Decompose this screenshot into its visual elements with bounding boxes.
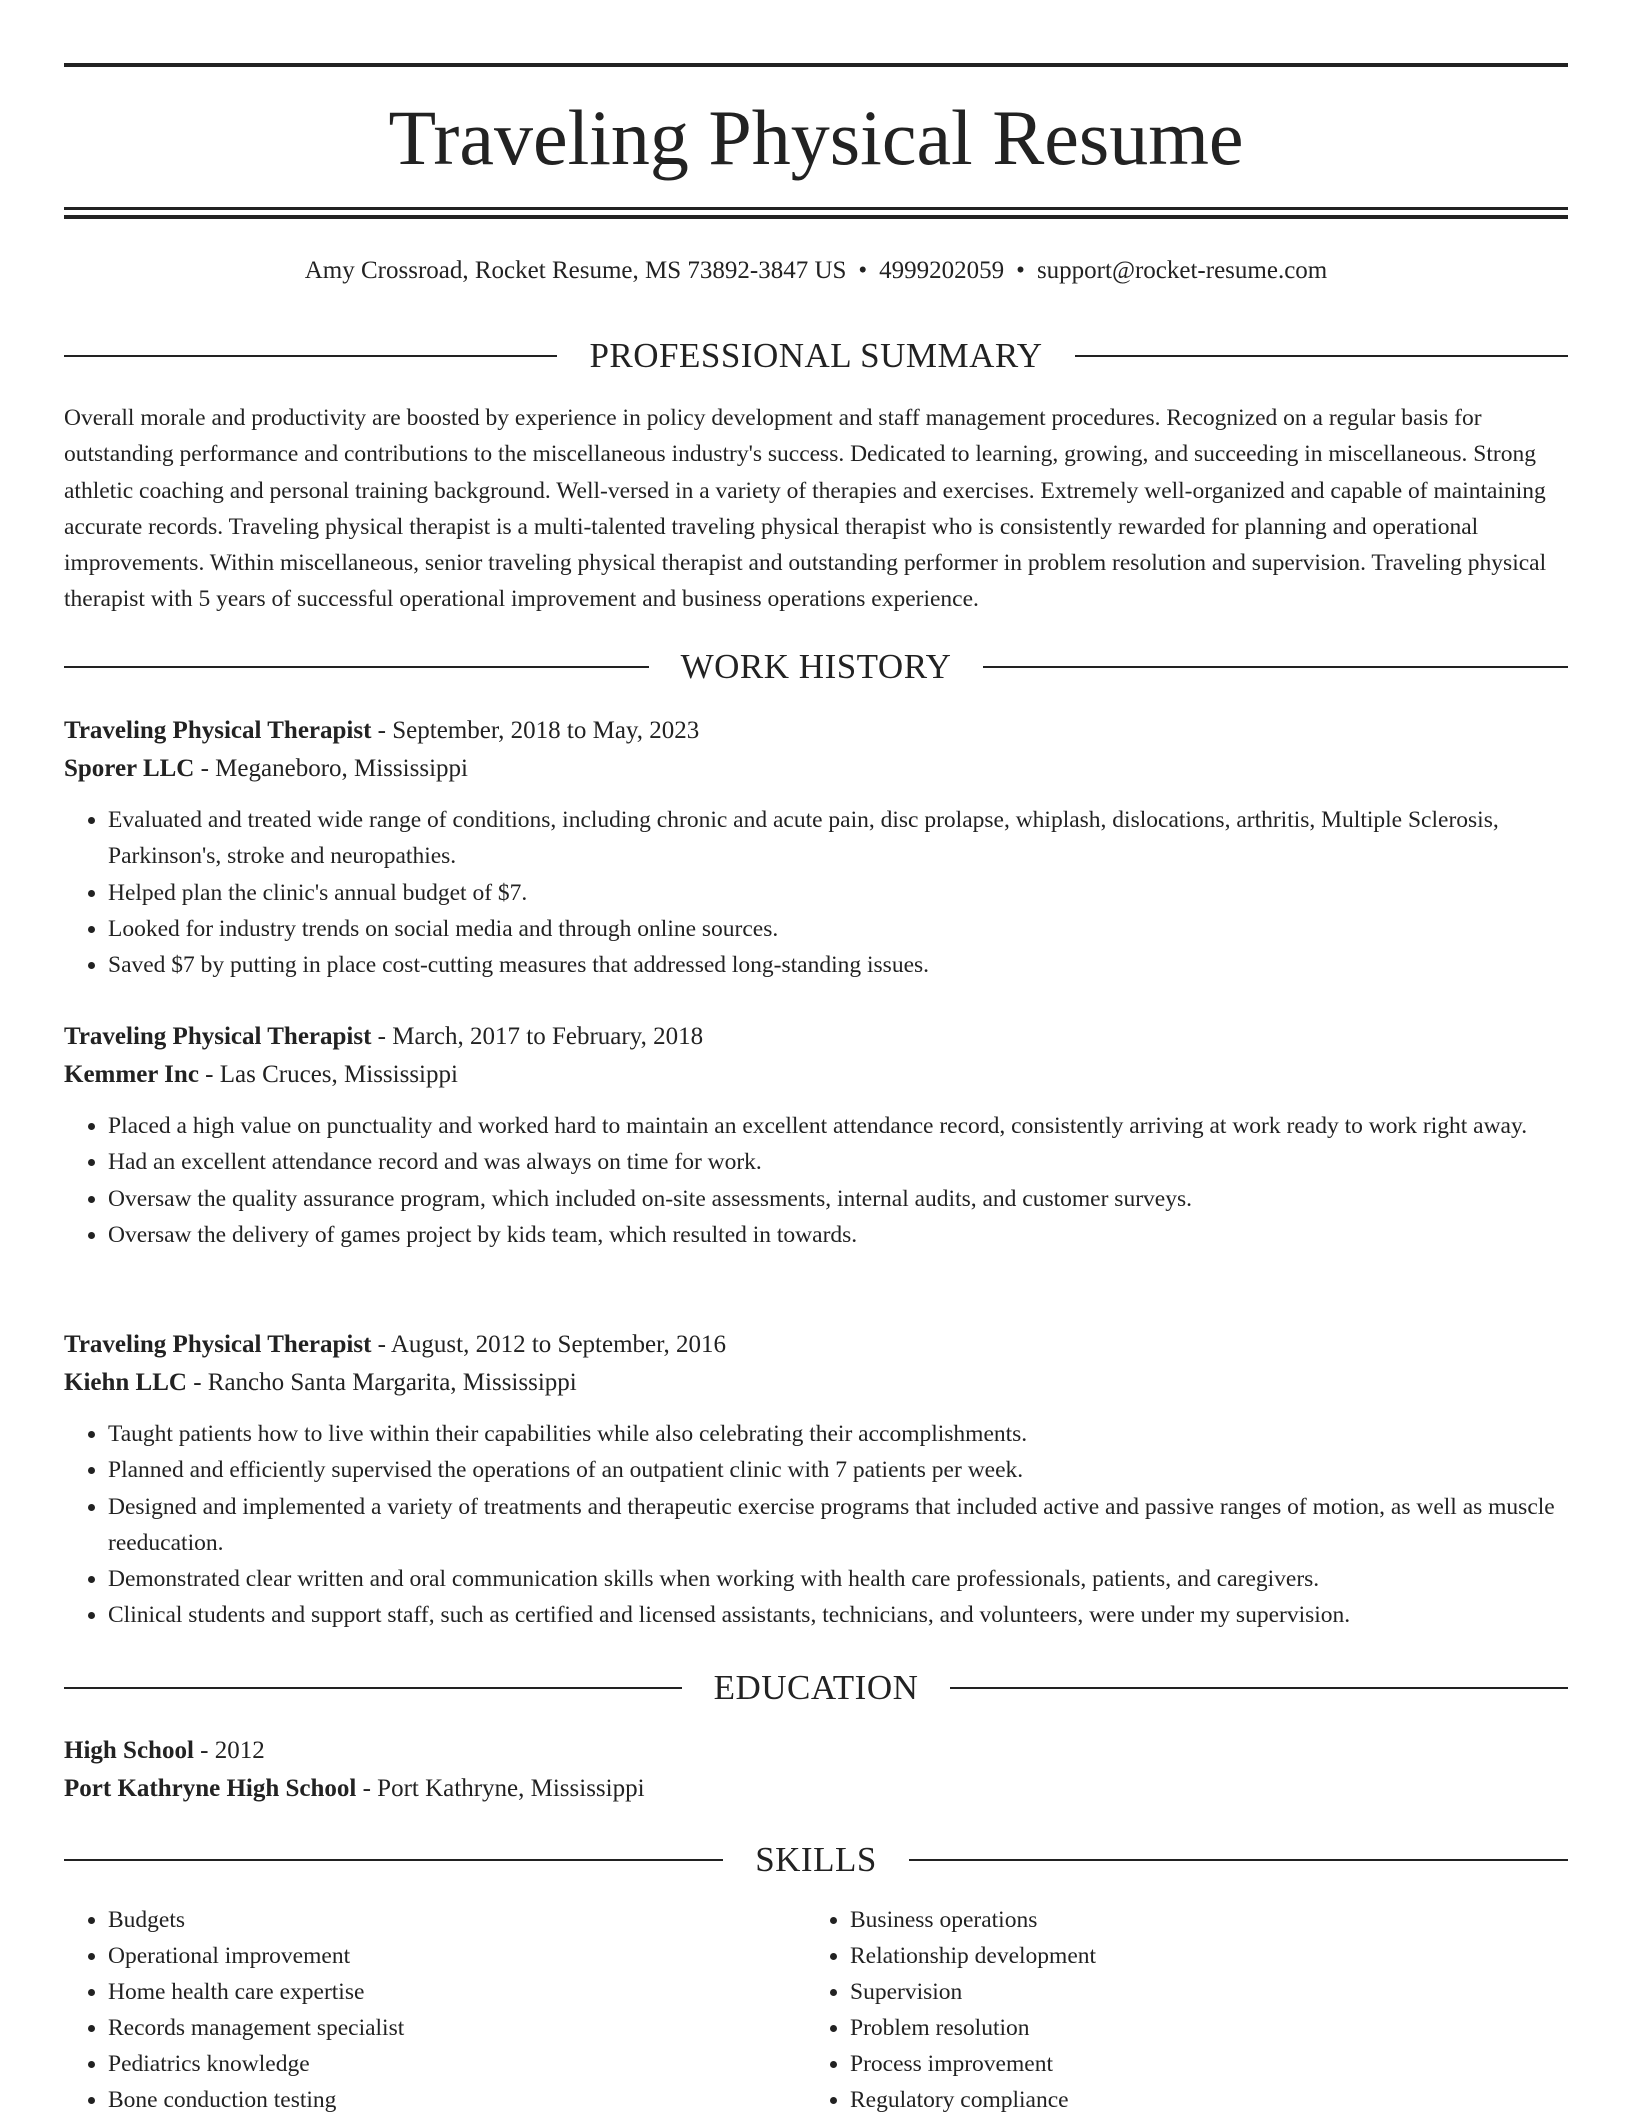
list-item: • Taught patients how to live within their capabilities while also celebrating their accomplishments. [108, 1416, 1568, 1452]
education-school: Port Kathryne High School [64, 1775, 357, 1802]
heading-rule-right [1075, 355, 1568, 357]
job-title: Traveling Physical Therapist [64, 1331, 372, 1358]
list-item: • Bone conduction testing [108, 2082, 806, 2118]
job-company: Kemmer Inc [64, 1061, 199, 1088]
summary-text: Overall morale and productivity are boosted by experience in policy development and staff management procedures. Recognized on a regular basis for outstanding performance and contributions to the miscellaneous industry's success. Dedicated to learning, growing, and succeeding in miscellaneous. Strong athletic coaching and personal training background. Well-versed in a variety of therapies and exercises. Extremely well-organized and capable of maintaining accurate records. Traveling physical therapist is a multi-talented traveling physical therapist who is consistently rewarded for planning and operational improvements. Within miscellaneous, senior traveling physical therapist and outstanding performer in problem resolution and supervision. Traveling physical therapist with 5 years of successful operational improvement and business operations experience. [64, 405, 1547, 613]
section-heading-education [64, 1666, 1568, 1710]
education-year: - 2012 [193, 1737, 265, 1764]
skills-column-right [806, 1902, 1548, 2118]
contact-phone: 4999202059 [879, 257, 1005, 284]
list-item: • Clinical students and support staff, such as certified and licensed assistants, technicians, and volunteers, were under my supervision. [108, 1597, 1568, 1633]
heading-rule-left [64, 1859, 723, 1861]
list-item: • Home health care expertise [108, 1974, 806, 2010]
list-item: • Looked for industry trends on social media and through online sources. [108, 911, 1568, 947]
job-entry-2 [64, 1018, 1568, 1253]
list-item: • Oversaw the delivery of games project by kids team, which resulted in towards. [108, 1217, 1568, 1253]
job-location: - Meganeboro, Mississippi [194, 755, 468, 782]
job-title: Traveling Physical Therapist [64, 1023, 372, 1050]
list-item: • Operational improvement [108, 1938, 806, 1974]
section-label: SKILLS [755, 1840, 877, 1879]
section-label: WORK HISTORY [680, 647, 952, 686]
title-rule-lower [64, 215, 1568, 219]
heading-rule-right [909, 1859, 1568, 1861]
heading-rule-left [64, 355, 557, 357]
list-item: • Designed and implemented a variety of treatments and therapeutic exercise programs that included active and passive ranges of motion, as well as muscle reeducation. [108, 1489, 1568, 1562]
skills-column-left [64, 1902, 806, 2118]
list-item: • Problem resolution [850, 2010, 1548, 2046]
contact-separator: • [858, 257, 868, 284]
title-rule-upper [64, 207, 1568, 210]
list-item: • Records management specialist [108, 2010, 806, 2046]
education-entry [64, 1732, 1568, 1808]
resume-title: Traveling Physical Resume [388, 94, 1244, 181]
list-item: • Budgets [108, 1902, 806, 1938]
job-company: Kiehn LLC [64, 1369, 187, 1396]
education-degree: High School [64, 1737, 194, 1764]
job-location: - Las Cruces, Mississippi [198, 1061, 458, 1088]
list-item: • Helped plan the clinic's annual budget of $7. [108, 875, 1568, 911]
list-item: • Business operations [850, 1902, 1548, 1938]
job-dates: - August, 2012 to September, 2016 [371, 1331, 726, 1358]
list-item: • Evaluated and treated wide range of conditions, including chronic and acute pain, disc prolapse, whiplash, dislocations, arthritis, Multiple Sclerosis, Parkinson's, stroke and neuropathies. [108, 802, 1568, 875]
job-location: - Rancho Santa Margarita, Mississippi [186, 1369, 577, 1396]
list-item: • Planned and efficiently supervised the operations of an outpatient clinic with 7 patients per week. [108, 1452, 1568, 1488]
list-item: • Had an excellent attendance record and was always on time for work. [108, 1144, 1568, 1180]
section-label: PROFESSIONAL SUMMARY [589, 336, 1043, 375]
job-entry-3 [64, 1326, 1568, 1634]
list-item: • Regulatory compliance [850, 2082, 1548, 2118]
list-item: • Oversaw the quality assurance program, which included on-site assessments, internal audits, and customer surveys. [108, 1181, 1568, 1217]
job-bullets [64, 802, 1568, 983]
list-item: • Placed a high value on punctuality and worked hard to maintain an excellent attendance record, consistently arriving at work ready to work right away. [108, 1108, 1568, 1144]
heading-rule-left [64, 666, 649, 668]
contact-separator: • [1016, 257, 1025, 284]
section-heading-skills [64, 1838, 1568, 1882]
section-label: EDUCATION [713, 1668, 919, 1707]
list-item: • Pediatrics knowledge [108, 2046, 806, 2082]
heading-rule-right [950, 1687, 1568, 1689]
job-bullets [64, 1108, 1568, 1253]
contact-line [64, 254, 1568, 288]
list-item: • Demonstrated clear written and oral communication skills when working with health care professionals, patients, and caregivers. [108, 1561, 1568, 1597]
section-heading-summary [64, 334, 1568, 378]
job-company: Sporer LLC [64, 755, 195, 782]
education-location: - Port Kathryne, Mississippi [356, 1775, 645, 1802]
job-bullets [64, 1416, 1568, 1634]
top-rule [64, 63, 1568, 67]
heading-rule-right [983, 666, 1568, 668]
job-dates: - September, 2018 to May, 2023 [371, 717, 700, 744]
list-item: • Saved $7 by putting in place cost-cutting measures that addressed long-standing issues. [108, 947, 1568, 983]
job-title: Traveling Physical Therapist [64, 717, 372, 744]
skills-list [64, 1902, 1568, 2118]
list-item: • Process improvement [850, 2046, 1548, 2082]
job-entry-1 [64, 712, 1568, 983]
section-heading-work [64, 645, 1568, 689]
contact-address: Amy Crossroad, Rocket Resume, MS 73892-3847 US [304, 257, 847, 284]
job-dates: - March, 2017 to February, 2018 [371, 1023, 704, 1050]
list-item: • Relationship development [850, 1938, 1548, 1974]
heading-rule-left [64, 1687, 682, 1689]
list-item: • Supervision [850, 1974, 1548, 2010]
contact-email: support@rocket-resume.com [1036, 257, 1328, 284]
